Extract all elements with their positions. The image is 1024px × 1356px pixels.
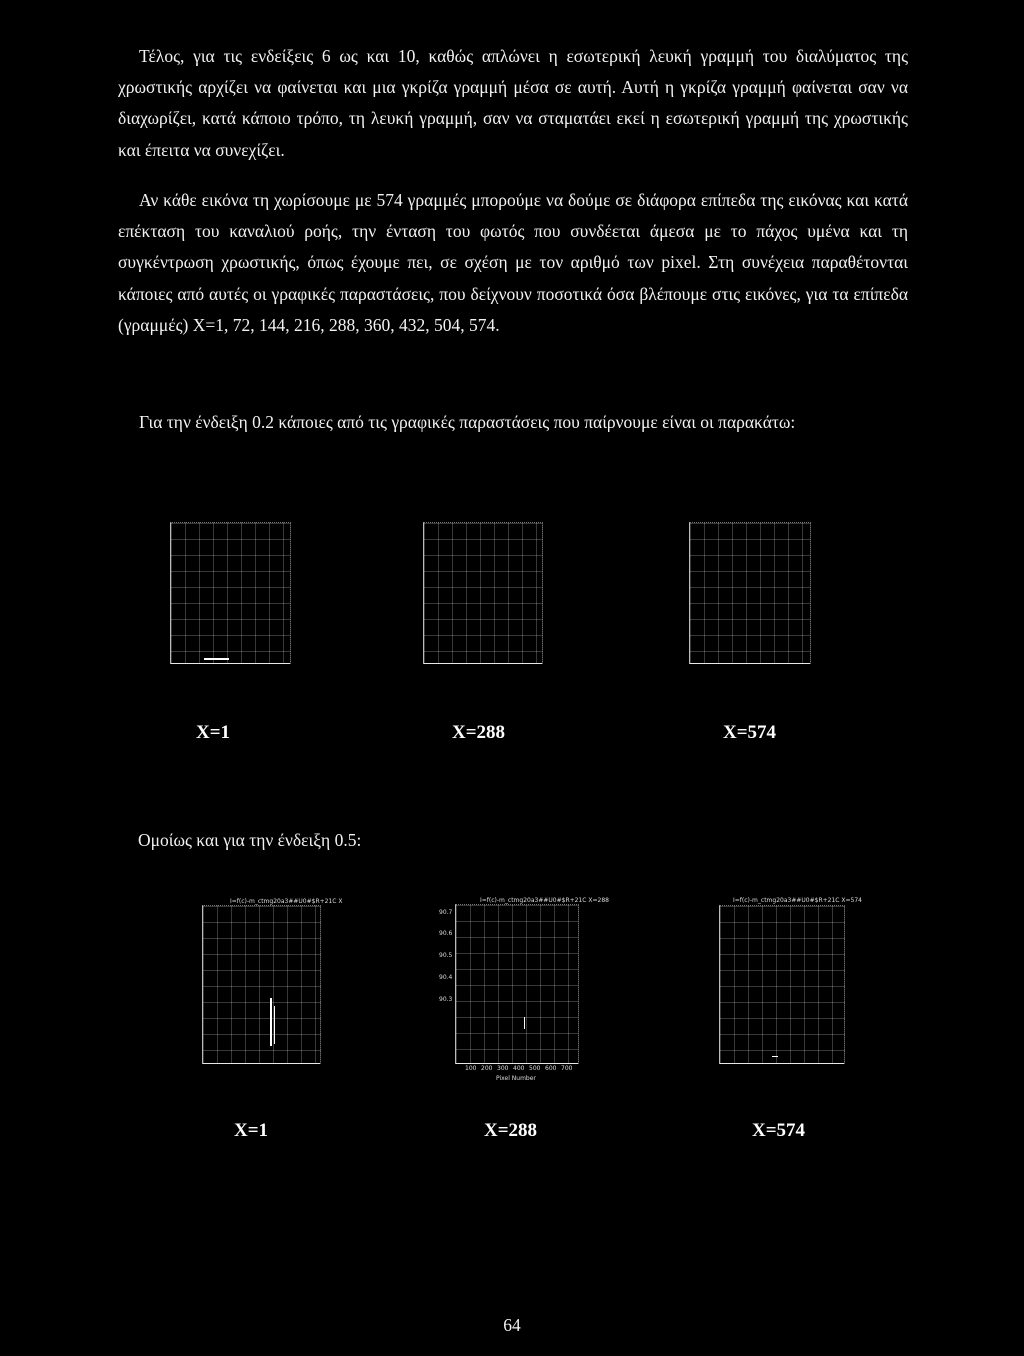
caption-x1: X=1 [196, 722, 231, 743]
plot-0.2-x288 [423, 522, 543, 664]
x-tick: 500 [529, 1065, 541, 1072]
caption-x288: X=288 [484, 1120, 538, 1141]
plot-0.5-x574 [719, 905, 845, 1064]
plot-baseline [690, 663, 810, 664]
x-tick: 600 [545, 1065, 557, 1072]
plot-baseline [424, 663, 542, 664]
plot-title: I=f(c)-m_ctmg20a3##U0#$R+21C X=288 [480, 897, 609, 904]
caption-x288: X=288 [452, 722, 506, 743]
plot-baseline [720, 1063, 844, 1064]
y-tick: 90.3 [439, 996, 453, 1003]
caption-x574: X=574 [752, 1120, 806, 1141]
x-tick: 200 [481, 1065, 493, 1072]
x-tick: 700 [561, 1065, 573, 1072]
plot-baseline [171, 663, 290, 664]
plot-0.5-x1 [202, 905, 321, 1064]
plot-baseline [203, 1063, 320, 1064]
plot-baseline [456, 1063, 578, 1064]
y-tick: 90.6 [439, 930, 453, 937]
x-tick: 400 [513, 1065, 525, 1072]
paragraph-1: Τέλος, για τις ενδείξεις 6 ως και 10, καθώς απλώνει η εσωτερική λευκή γραμμή του διαλύματος της χρωστικής αρχίζει να φαίνεται και μια γκρίζα γραμμή μέσα σε αυτή. Αυτή η γκρίζα γραμμή φαίνεται σαν να διαχωρίζει, κατά κάποιο τρόπο, τη λευκή γραμμή, σαν να σταματάει εκεί η εσωτερική γραμμή της χρωστικής και έπειτα να συνεχίζει. [118, 46, 908, 160]
plot-title: I=f(c)-m_ctmg20a3##U0#$R+21C X=574 [733, 897, 862, 904]
y-tick: 90.7 [439, 909, 453, 916]
page-number: 64 [503, 1315, 521, 1335]
caption-x574: X=574 [723, 722, 777, 743]
subheading-0.5: Ομοίως και για την ένδειξη 0.5: [138, 830, 362, 850]
x-axis-label: Pixel Number [496, 1075, 536, 1082]
y-tick: 90.4 [439, 974, 453, 981]
paragraph-2: Αν κάθε εικόνα τη χωρίσουμε με 574 γραμμές μπορούμε να δούμε σε διάφορα επίπεδα της εικόνας και κατά επέκταση του καναλιού ροής, την ένταση του φωτός που συνδέεται άμεσα με το πάχος υμένα και τη συγκέντρωση χρωστικής, όπως έχουμε πει, σε σχέση με τον αριθμό των pixel. Στη συνέχεια παραθέτονται κάποιες από αυτές οι γραφικές παραστάσεις, που δείχνουν ποσοτικά όσα βλέπουμε στις εικόνες, για τα επίπεδα (γραμμές) Χ=1, 72, 144, 216, 288, 360, 432, 504, 574. [118, 190, 908, 335]
plot-trace [772, 1056, 778, 1057]
caption-x1: X=1 [234, 1120, 269, 1141]
plot-0.5-x288 [455, 904, 579, 1064]
plot-trace [270, 998, 272, 1046]
paragraph-3: Για την ένδειξη 0.2 κάποιες από τις γραφικές παραστάσεις που παίρνουμε είναι οι παρακάτω: [139, 412, 796, 432]
plot-trace [524, 1017, 525, 1029]
x-tick: 300 [497, 1065, 509, 1072]
plot-title: I=f(c)-m_ctmg20a3##U0#$R+21C X [230, 898, 343, 905]
plot-0.2-x1 [170, 522, 291, 664]
plot-0.2-x574 [689, 522, 811, 664]
plot-trace [274, 1006, 275, 1044]
y-tick: 90.5 [439, 952, 453, 959]
plot-trace [204, 658, 229, 660]
x-tick: 100 [465, 1065, 477, 1072]
